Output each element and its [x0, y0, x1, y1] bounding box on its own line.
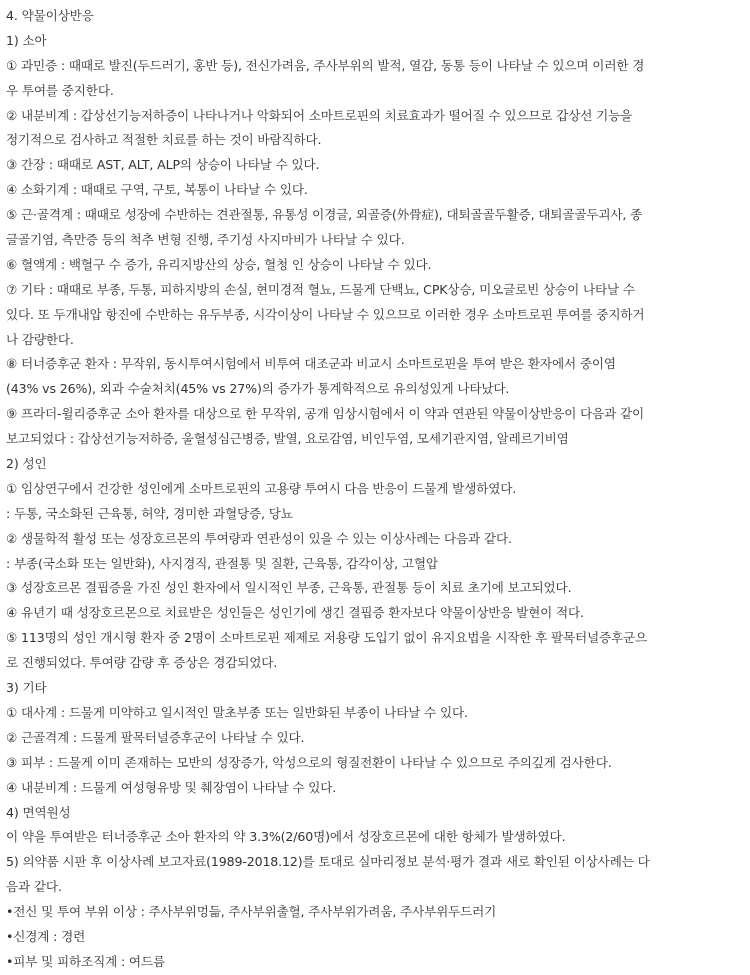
text-line: ① 과민증 : 때때로 발진(두드러기, 홍반 등), 전신가려움, 주사부위의 발적, 열감, 동통 등이 나타날 수 있으며 이러한 경: [6, 57, 645, 73]
text-line: ③ 피부 : 드물게 이미 존재하는 모반의 성장증가, 악성으로의 형질전환이 나타날 수 있으므로 주의깊게 검사한다.: [6, 754, 612, 770]
text-line: ② 내분비계 : 갑상선기능저하증이 나타나거나 악화되어 소마트로핀의 치료효과가 떨어질 수 있으므로 갑상선 기능을: [6, 107, 633, 123]
document-body: [6, 4, 742, 975]
text-line: •전신 및 투여 부위 이상 : 주사부위멍듦, 주사부위출혈, 주사부위가려움, 주사부위두드러기: [6, 904, 497, 920]
text-line: 3) 기타: [6, 680, 47, 696]
text-line: 4. 약물이상반응: [6, 8, 94, 23]
text-line: (43% vs 26%), 외과 수술처치(45% vs 27%)의 증가가 통계학적으로 유의성있게 나타났다.: [6, 381, 510, 397]
text-line: 나 감량한다.: [6, 331, 74, 347]
text-line: ① 임상연구에서 건강한 성인에게 소마트로핀의 고용량 투여시 다음 반응이 드물게 발생하였다.: [6, 480, 517, 496]
text-line: •신경계 : 경련: [6, 928, 86, 944]
text-line: ④ 내분비계 : 드물게 여성형유방 및 췌장염이 나타날 수 있다.: [6, 779, 337, 795]
text-line: ④ 유년기 때 성장호르몬으로 치료받은 성인들은 성인기에 생긴 결핍증 환자보다 약물이상반응 발현이 적다.: [6, 605, 584, 621]
text-line: 이 약을 투여받은 터너증후군 소아 환자의 약 3.3%(2/60명)에서 성장호르몬에 대한 항체가 발생하였다.: [6, 829, 566, 845]
text-line: •피부 및 피하조직계 : 여드름: [6, 953, 165, 969]
text-line: ① 대사계 : 드물게 미약하고 일시적인 말초부종 또는 일반화된 부종이 나타날 수 있다.: [6, 704, 468, 720]
text-line: ⑥ 혈액계 : 백혈구 수 증가, 유리지방산의 상승, 혈청 인 상승이 나타날 수 있다.: [6, 256, 432, 272]
text-line: 있다. 또 두개내압 항진에 수반하는 유두부종, 시각이상이 나타날 수 있으므로 이러한 경우 소마트로핀 투여를 중지하거: [6, 306, 645, 322]
text-line: 로 진행되었다. 투여량 감량 후 증상은 경감되었다.: [6, 655, 278, 671]
text-line: ⑨ 프라더-윌리증후군 소아 환자를 대상으로 한 무작위, 공개 임상시험에서 이 약과 연관된 약물이상반응이 다음과 같이: [6, 406, 645, 422]
text-line: ⑧ 터너증후군 환자 : 무작위, 동시투여시험에서 비투여 대조군과 비교시 소마트로핀을 투여 받은 환자에서 중이염: [6, 356, 616, 372]
text-line: 글골기염, 측만증 등의 척추 변형 진행, 주기성 사지마비가 나타날 수 있다.: [6, 232, 405, 248]
text-line: ④ 소화기계 : 때때로 구역, 구토, 복통이 나타날 수 있다.: [6, 182, 308, 198]
text-line: 보고되었다 : 갑상선기능저하증, 울혈성심근병증, 발열, 요로감염, 비인두염, 모세기관지염, 알레르기비염: [6, 431, 569, 447]
text-line: : 부종(국소화 또는 일반화), 사지경직, 관절통 및 질환, 근육통, 감각이상, 고혈압: [6, 555, 438, 571]
text-line: 정기적으로 검사하고 적절한 치료를 하는 것이 바람직하다.: [6, 132, 322, 148]
text-line: : 두통, 국소화된 근육통, 허약, 경미한 과혈당증, 당뇨: [6, 505, 293, 521]
text-line: 우 투여를 중지한다.: [6, 82, 114, 98]
text-line: ⑤ 113명의 성인 개시형 환자 중 2명이 소마트로핀 제제로 저용량 도입기 없이 유지요법을 시작한 후 팔목터널증후군으: [6, 630, 648, 646]
text-line: ⑤ 근·골격계 : 때때로 성장에 수반하는 견관절통, 유통성 이경글, 외골증(外骨症), 대퇴골골두활증, 대퇴골골두괴사, 종: [6, 207, 643, 223]
text-line: ② 근골격계 : 드물게 팔목터널증후군이 나타날 수 있다.: [6, 729, 305, 745]
text-line: ⑦ 기타 : 때때로 부종, 두통, 피하지방의 손실, 현미경적 혈뇨, 드물게 단백뇨, CPK상승, 미오글로빈 상승이 나타날 수: [6, 281, 635, 297]
text-line: 5) 의약품 시판 후 이상사례 보고자료(1989-2018.12)를 토대로 실마리정보 분석·평가 결과 새로 확인된 이상사례는 다: [6, 854, 650, 870]
text-line: ② 생물학적 활성 또는 성장호르몬의 투여량과 연관성이 있을 수 있는 이상사례는 다음과 같다.: [6, 530, 512, 546]
text-line: 4) 면역원성: [6, 804, 71, 820]
text-line: ③ 간장 : 때때로 AST, ALT, ALP의 상승이 나타날 수 있다.: [6, 157, 320, 173]
text-line: ③ 성장호르몬 결핍증을 가진 성인 환자에서 일시적인 부종, 근육통, 관절통 등이 치료 초기에 보고되었다.: [6, 580, 572, 596]
text-line: 음과 같다.: [6, 879, 62, 895]
text-line: 2) 성인: [6, 456, 47, 472]
text-line: 1) 소아: [6, 32, 47, 48]
